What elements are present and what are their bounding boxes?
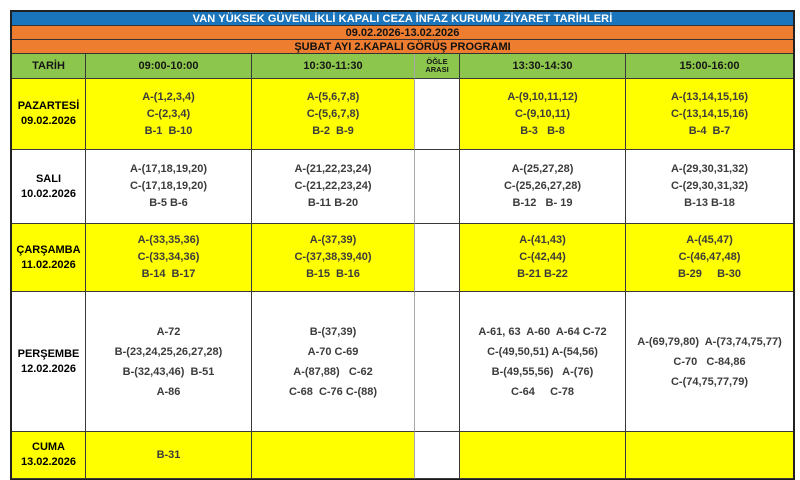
row-date-cell	[12, 224, 86, 292]
header-slot-1030: 10:30-11:30	[252, 54, 415, 79]
row-date: 12.02.2026	[20, 362, 77, 375]
cell-line: C-(21,22,23,24)	[294, 180, 372, 192]
row-day: PERŞEMBE	[17, 347, 80, 360]
schedule-cell	[252, 292, 415, 432]
cell-line: A-(13,14,15,16)	[670, 90, 749, 103]
lunch-break-cell	[415, 292, 460, 432]
cell-line: A-(87,88) C-62	[293, 365, 373, 378]
row-date: 11.02.2026	[21, 258, 76, 271]
cell-line: A-(37,39)	[309, 234, 357, 246]
cell-line: A-(69,79,80) A-(73,74,75,77)	[637, 335, 782, 348]
cell-line: B-13 B-18	[684, 197, 735, 209]
cell-line: C-(17,18,19,20)	[129, 180, 208, 192]
lunch-break-cell	[415, 432, 460, 479]
schedule-cell	[252, 79, 415, 150]
header-lunch-break: ÖĞLE ARASI	[415, 54, 460, 79]
cell-line: A-(5,6,7,8)	[306, 90, 360, 103]
schedule-cell	[86, 79, 252, 150]
table-row	[12, 150, 793, 224]
cell-line: C-70 C-84,86	[673, 355, 746, 368]
cell-line: B-5 B-6	[149, 197, 188, 209]
cell-line: C-64 C-78	[511, 385, 574, 398]
column-header-row	[12, 54, 793, 79]
cell-line: A-86	[156, 385, 181, 398]
cell-line: C-68 C-76 C-(88)	[288, 385, 378, 398]
schedule-cell	[252, 224, 415, 292]
cell-line: A-(9,10,11,12)	[507, 90, 578, 103]
header-slot-0900: 09:00-10:00	[86, 54, 252, 79]
schedule-cell	[86, 150, 252, 224]
schedule-cell	[626, 150, 793, 224]
cell-line: C-(33,34,36)	[137, 251, 200, 263]
cell-line: A-(29,30,31,32)	[670, 163, 749, 175]
row-date: 13.02.2026	[20, 456, 77, 468]
row-date-cell	[12, 432, 86, 479]
date-range-bar: 09.02.2026-13.02.2026	[12, 26, 793, 40]
lunch-break-cell	[415, 224, 460, 292]
schedule-cell	[86, 432, 252, 479]
cell-line: A-70 C-69	[307, 345, 359, 358]
schedule-cell	[252, 150, 415, 224]
schedule-cell	[626, 432, 793, 479]
cell-line: A-(25,27,28)	[511, 163, 574, 175]
cell-line: B-11 B-20	[307, 197, 359, 209]
row-date-cell	[12, 150, 86, 224]
cell-line: B-15 B-16	[306, 268, 360, 280]
schedule-cell	[626, 224, 793, 292]
cell-line: C-(42,44)	[519, 251, 566, 263]
schedule-table	[10, 10, 795, 480]
lunch-break-cell	[415, 79, 460, 150]
schedule-cell	[626, 292, 793, 432]
cell-line: A-61, 63 A-60 A-64 C-72	[478, 325, 607, 338]
row-date-cell	[12, 79, 86, 150]
cell-line: B-3 B-8	[520, 124, 565, 137]
cell-line: C-(29,30,31,32)	[670, 180, 749, 192]
schedule-cell	[460, 224, 626, 292]
schedule-cell	[460, 150, 626, 224]
schedule-body	[12, 79, 793, 479]
schedule-cell	[626, 79, 793, 150]
cell-line: C-(9,10,11)	[514, 107, 571, 120]
row-day: PAZARTESİ	[17, 100, 80, 112]
schedule-cell	[252, 432, 415, 479]
lunch-break-cell	[415, 150, 460, 224]
schedule-cell	[460, 292, 626, 432]
table-row	[12, 292, 793, 432]
cell-line: B-31	[156, 448, 181, 461]
table-row	[12, 224, 793, 292]
cell-line: C-(5,6,7,8)	[306, 107, 360, 120]
cell-line: B-21 B-22	[517, 268, 568, 280]
cell-line: B-(32,43,46) B-51	[122, 365, 215, 378]
cell-line: B-(49,55,56) A-(76)	[491, 365, 594, 378]
cell-line: C-(37,38,39,40)	[294, 251, 372, 263]
cell-line: A-(21,22,23,24)	[294, 163, 372, 175]
cell-line: B-4 B-7	[688, 124, 731, 137]
cell-line: C-(2,3,4)	[146, 107, 191, 120]
cell-line: A-(33,35,36)	[137, 234, 200, 246]
cell-line: B-(23,24,25,26,27,28)	[114, 345, 223, 358]
header-slot-1500: 15:00-16:00	[626, 54, 793, 79]
schedule-cell	[86, 292, 252, 432]
cell-line: A-(1,2,3,4)	[142, 90, 195, 103]
table-row	[12, 432, 793, 479]
header-slot-1330: 13:30-14:30	[460, 54, 626, 79]
cell-line: A-(45,47)	[686, 234, 733, 246]
cell-line: A-(17,18,19,20)	[129, 163, 208, 175]
cell-line: B-2 B-9	[312, 124, 354, 137]
table-row	[12, 79, 793, 150]
cell-line: B-14 B-17	[141, 268, 196, 280]
header-date: TARİH	[12, 54, 86, 79]
cell-line: B-29 B-30	[678, 268, 741, 280]
cell-line: C-(49,50,51) A-(54,56)	[487, 345, 598, 358]
row-date-cell	[12, 292, 86, 432]
cell-line: A-(41,43)	[519, 234, 566, 246]
schedule-cell	[460, 79, 626, 150]
row-date: 10.02.2026	[20, 187, 77, 200]
schedule-cell	[86, 224, 252, 292]
cell-line: C-(13,14,15,16)	[670, 107, 749, 120]
cell-line: C-(46,47,48)	[678, 251, 741, 263]
cell-line: A-72	[156, 325, 181, 338]
page-title: VAN YÜKSEK GÜVENLİKLİ KAPALI CEZA İNFAZ KURUMU ZİYARET TARİHLERİ	[12, 12, 793, 26]
cell-line: C-(74,75,77,79)	[670, 375, 749, 388]
cell-line: B-1 B-10	[144, 124, 193, 137]
row-date: 09.02.2026	[20, 115, 77, 127]
row-day: ÇARŞAMBA	[16, 243, 81, 256]
row-day: CUMA	[32, 441, 65, 453]
program-subtitle-bar: ŞUBAT AYI 2.KAPALI GÖRÜŞ PROGRAMI	[12, 40, 793, 54]
cell-line: B-(37,39)	[309, 325, 357, 338]
cell-line: B-12 B- 19	[512, 197, 573, 209]
cell-line: C-(25,26,27,28)	[503, 180, 582, 192]
schedule-cell	[460, 432, 626, 479]
row-day: SALI	[35, 172, 62, 185]
